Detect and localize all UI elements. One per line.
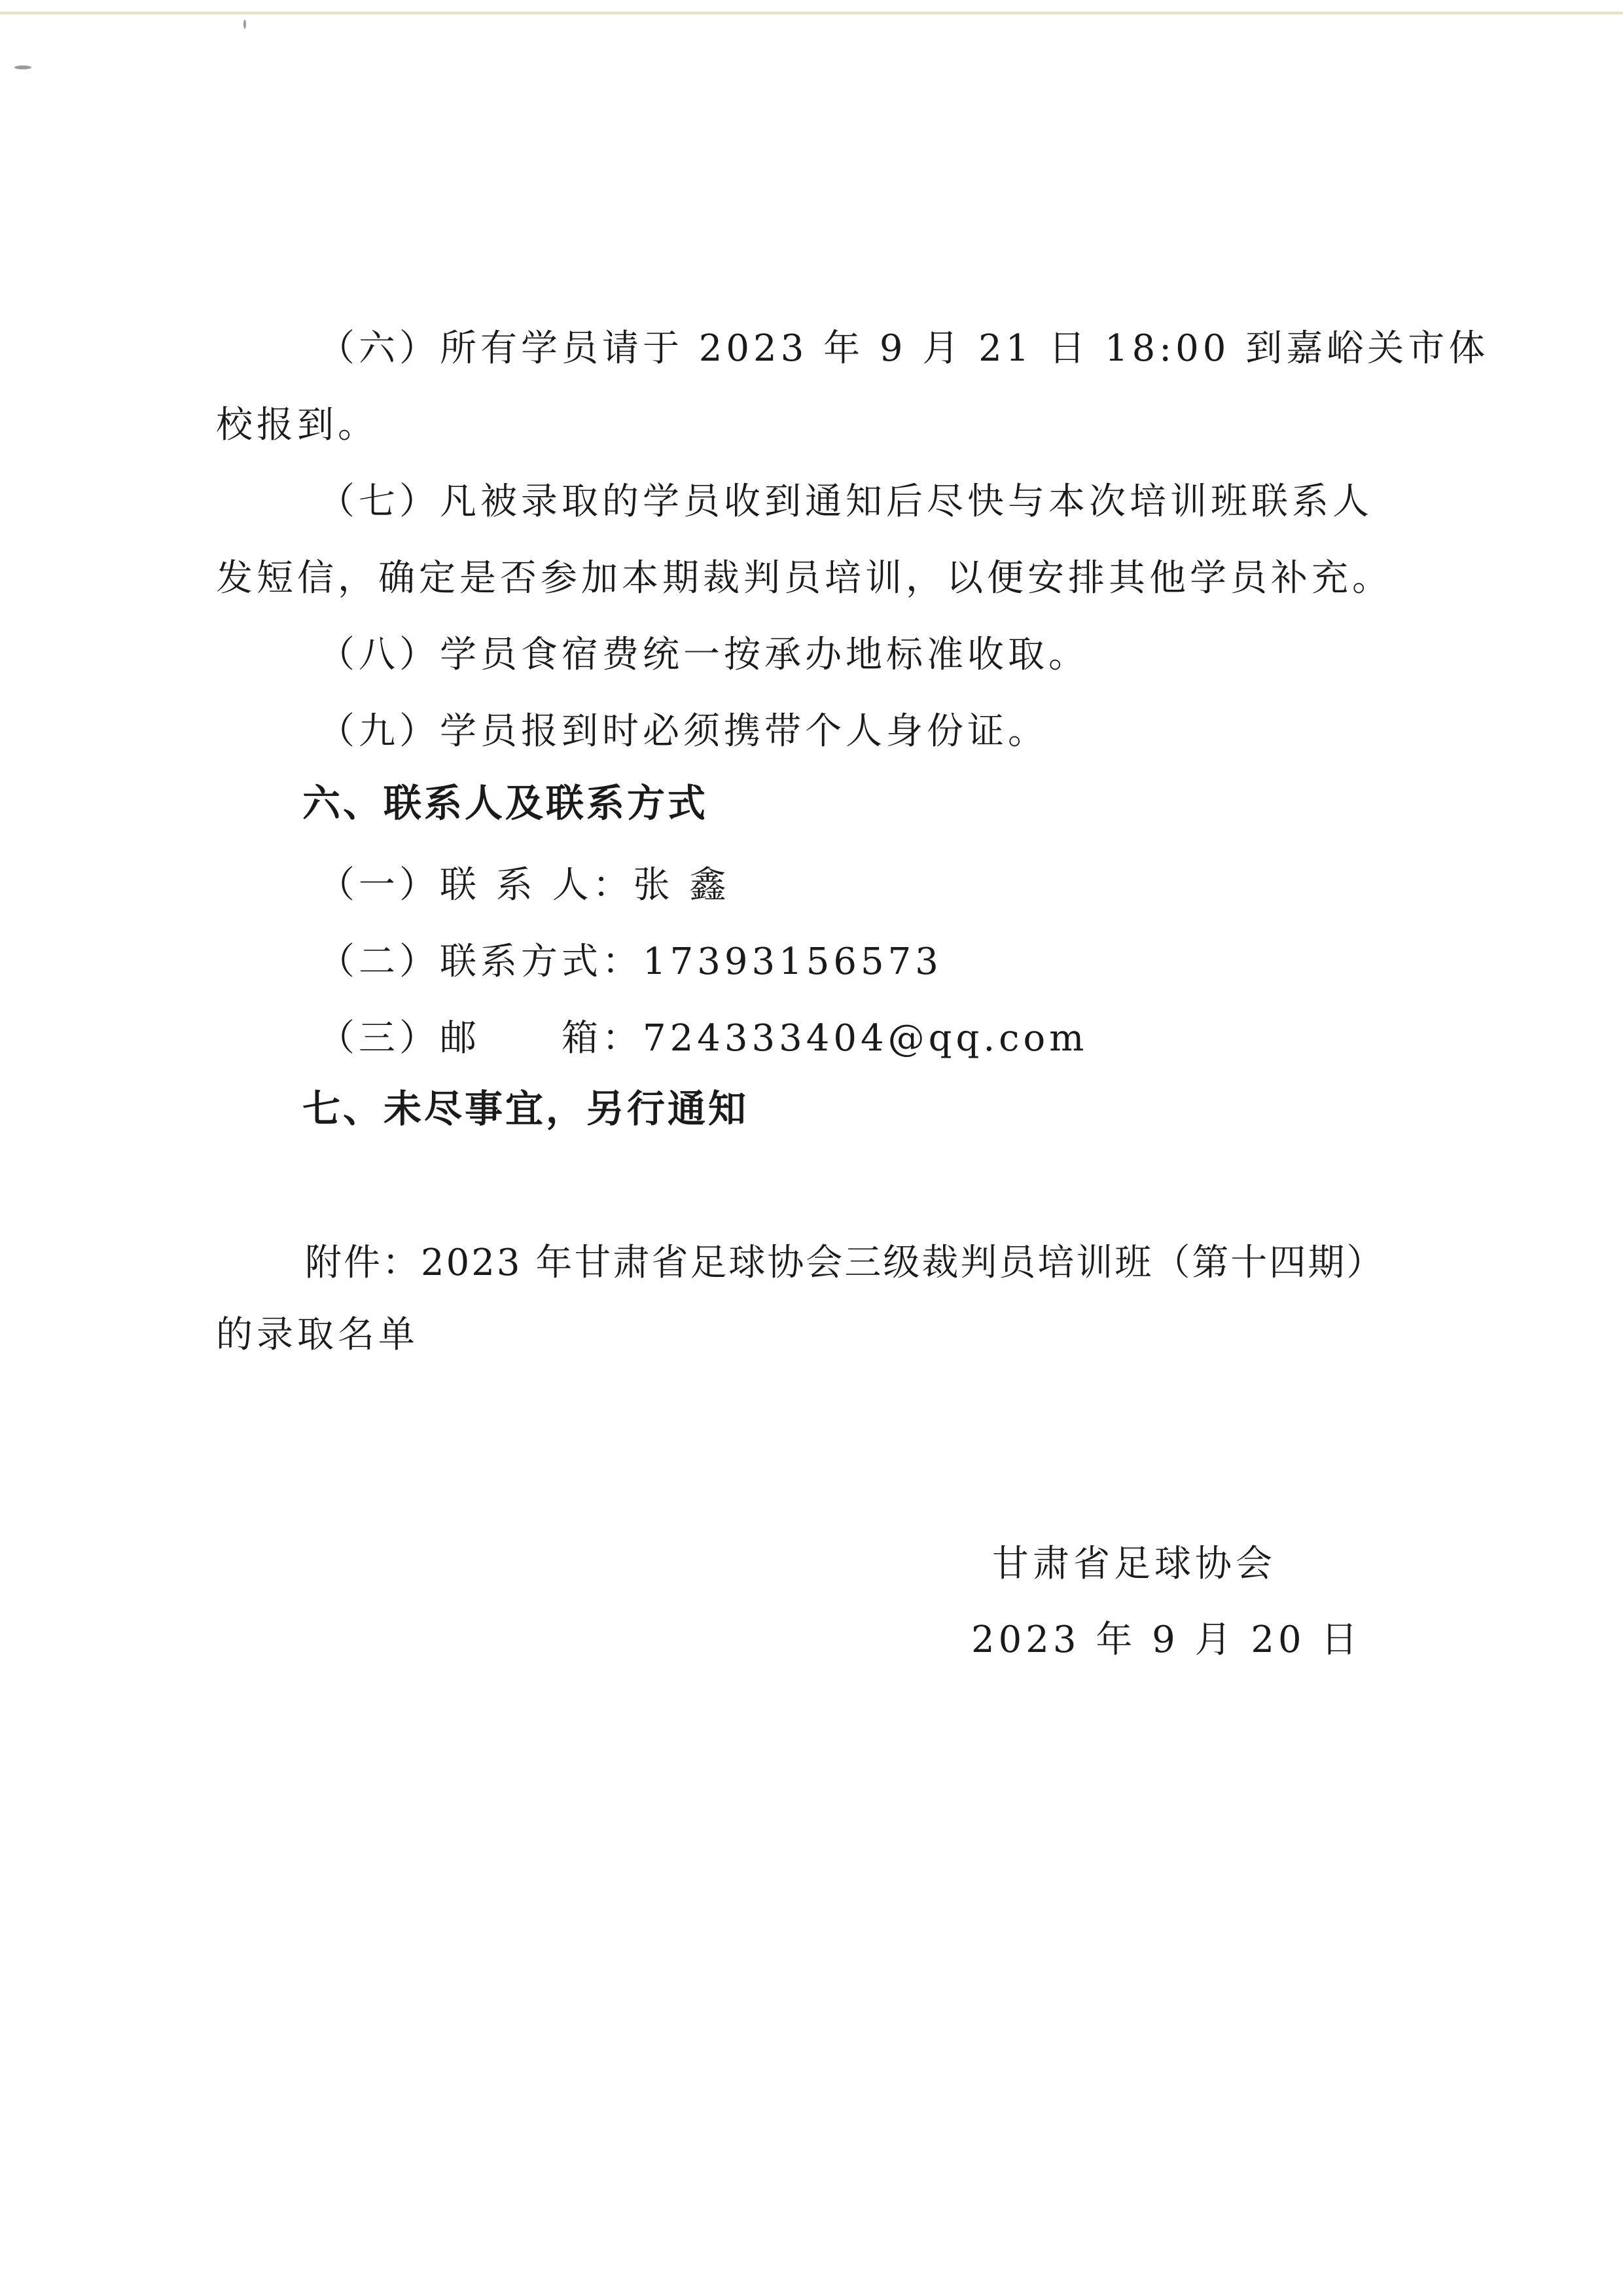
signing-date: 2023 年 9 月 20 日 [971, 1619, 1362, 1661]
scan-speck [14, 65, 31, 69]
attachment-line-2: 的录取名单 [216, 1314, 419, 1356]
paragraph-6-line-2: 校报到。 [216, 404, 378, 446]
paragraph-6-line-1: （六）所有学员请于 2023 年 9 月 21 日 18:00 到嘉峪关市体 [318, 327, 1489, 370]
paragraph-9: （九）学员报到时必须携带个人身份证。 [318, 710, 1048, 753]
attachment-line-1: 附件：2023 年甘肃省足球协会三级裁判员培训班（第十四期） [305, 1242, 1385, 1284]
paragraph-7-line-2: 发短信，确定是否参加本期裁判员培训，以便安排其他学员补充。 [216, 557, 1393, 600]
contact-email: （三）邮 箱：724333404@qq.com [318, 1017, 1088, 1060]
contact-phone: （二）联系方式：17393156573 [318, 941, 942, 983]
contact-person: （一）联 系 人：张 鑫 [318, 864, 730, 906]
paragraph-8: （八）学员食宿费统一按承办地标准收取。 [318, 634, 1089, 676]
section-6-heading: 六、联系人及联系方式 [302, 781, 709, 825]
signing-organization: 甘肃省足球协会 [992, 1543, 1276, 1585]
page-top-edge [0, 12, 1623, 14]
scan-speck [243, 20, 246, 29]
paragraph-7-line-1: （七）凡被录取的学员收到通知后尽快与本次培训班联系人 [318, 480, 1373, 523]
section-7-heading: 七、未尽事宜，另行通知 [302, 1086, 749, 1131]
